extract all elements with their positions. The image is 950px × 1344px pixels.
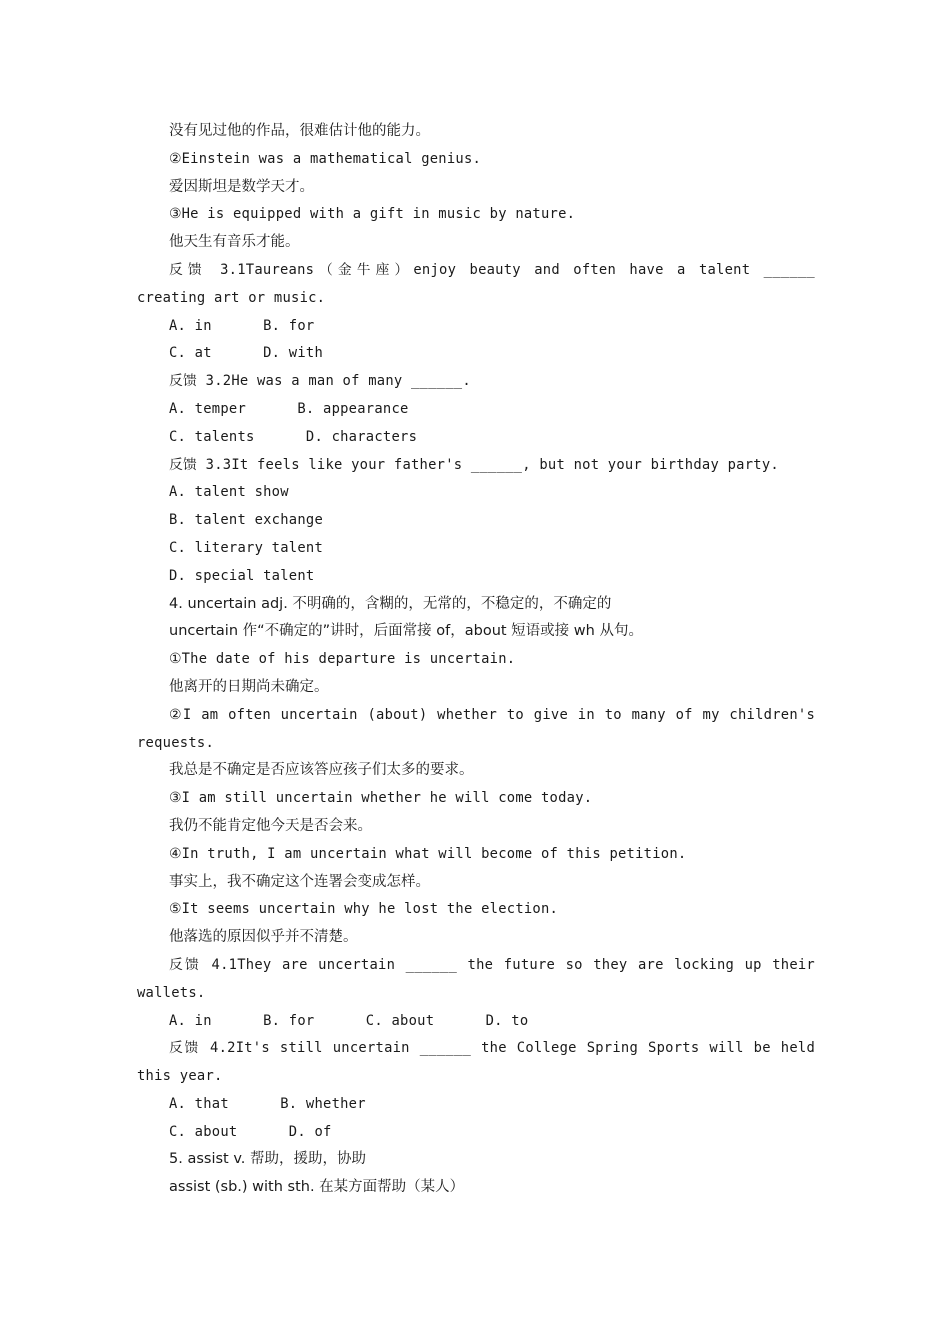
usage-note: assist (sb.) with sth. 在某方面帮助（某人） — [169, 1179, 465, 1196]
exercise-question-continued: this year. — [137, 1068, 223, 1085]
exercise-question-continued: creating art or music. — [137, 289, 326, 306]
text-line — [137, 229, 815, 257]
exercise-question: 反馈 3.1Taureans（金牛座）enjoy beauty and often have a talent ______ — [169, 261, 815, 278]
answer-options: A. in B. for C. about D. to — [169, 1012, 529, 1029]
chinese-sentence: 他落选的原因似乎并不清楚。 — [169, 929, 358, 946]
answer-option: C. literary talent — [169, 539, 324, 556]
text-line — [137, 201, 815, 229]
usage-note: uncertain 作“不确定的”讲时，后面常接 of，about 短语或接 wh 从句。 — [169, 623, 643, 640]
answer-options: C. talents D. characters — [169, 428, 418, 445]
example-sentence: ②Einstein was a mathematical genius. — [169, 150, 482, 167]
answer-options: C. about D. of — [169, 1123, 332, 1140]
example-sentence-continued: requests. — [137, 734, 215, 751]
answer-options: C. at D. with — [169, 345, 324, 362]
chinese-sentence: 事实上，我不确定这个连署会变成怎样。 — [169, 873, 430, 890]
example-sentence: ④In truth, I am uncertain what will become of this petition. — [169, 845, 687, 862]
exercise-question: 反馈 4.1They are uncertain ______ the future so they are locking up their — [169, 956, 815, 973]
text-line — [137, 118, 815, 146]
chinese-sentence: 我仍不能肯定他今天是否会来。 — [169, 817, 372, 834]
example-sentence: ③He is equipped with a gift in music by nature. — [169, 206, 576, 223]
text-line — [137, 146, 815, 174]
example-sentence: ③I am still uncertain whether he will come today. — [169, 790, 593, 807]
vocabulary-heading: 5. assist v. 帮助，援助，协助 — [169, 1151, 366, 1168]
document-page — [137, 118, 815, 1202]
exercise-question-continued: wallets. — [137, 984, 206, 1001]
exercise-question: 反馈 3.3It feels like your father's ______, but not your birthday party. — [169, 456, 779, 473]
answer-options: A. temper B. appearance — [169, 400, 409, 417]
answer-options: A. that B. whether — [169, 1095, 366, 1112]
chinese-sentence: 我总是不确定是否应该答应孩子们太多的要求。 — [169, 762, 474, 779]
chinese-sentence: 没有见过他的作品，很难估计他的能力。 — [169, 123, 430, 139]
answer-options: A. in B. for — [169, 317, 315, 334]
text-line — [137, 174, 815, 202]
example-sentence: ①The date of his departure is uncertain. — [169, 651, 516, 668]
answer-option: A. talent show — [169, 484, 289, 501]
chinese-sentence: 他天生有音乐才能。 — [169, 234, 300, 251]
answer-option: D. special talent — [169, 567, 315, 584]
example-sentence: ⑤It seems uncertain why he lost the election. — [169, 901, 559, 918]
answer-option: B. talent exchange — [169, 512, 324, 529]
vocabulary-heading: 4. uncertain adj. 不明确的，含糊的，无常的，不稳定的，不确定的 — [169, 595, 612, 612]
exercise-question: 反馈 3.2He was a man of many ______. — [169, 373, 471, 390]
chinese-sentence: 爱因斯坦是数学天才。 — [169, 178, 314, 195]
chinese-sentence: 他离开的日期尚未确定。 — [169, 678, 329, 695]
exercise-question: 反馈 4.2It's still uncertain ______ the College Spring Sports will be held — [169, 1040, 815, 1057]
example-sentence: ②I am often uncertain (about) whether to give in to many of my children's — [169, 706, 815, 723]
